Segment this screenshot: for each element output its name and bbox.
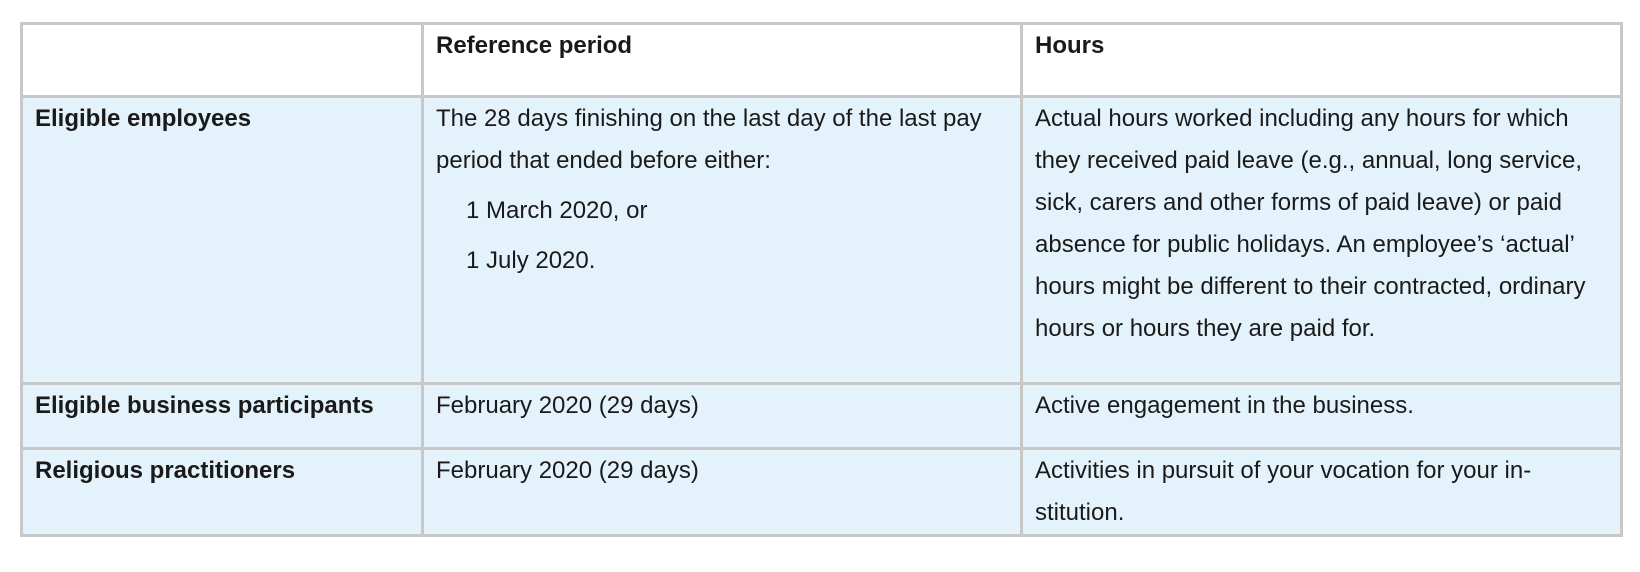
reference-period-option: 1 March 2020, or [466,197,648,224]
reference-period-cell: February 2020 (29 days) [423,449,1022,536]
reference-period-cell [423,97,1022,384]
table-row [22,449,1622,536]
header-row [22,24,1622,97]
hours-cell: Activities in pursuit of your vocation for your in-stitution. [1022,449,1622,536]
reference-period-intro: The 28 days finishing on the last day of the last pay period that ended before either: [436,105,982,174]
row-label-eligible-employees: Eligible employees [22,97,423,384]
hours-cell: Actual hours worked including any hours for which they received paid leave (e.g., annual, long service, sick, carers and other forms of paid leave) or paid absence for public holidays. An employee’s ‘actual’ hours might be different to their contracted, ordinary hours or hours they are paid for. [1022,97,1622,384]
row-label-eligible-business-participants: Eligible business participants [22,384,423,449]
header-hours: Hours [1022,24,1622,97]
hours-cell: Active engagement in the business. [1022,384,1622,449]
row-label-religious-practitioners: Religious practitioners [22,449,423,536]
reference-period-table-container [20,22,1620,537]
reference-period-cell: February 2020 (29 days) [423,384,1022,449]
reference-period-table [20,22,1623,537]
header-empty-cell [22,24,423,97]
header-reference-period: Reference period [423,24,1022,97]
table-row [22,384,1622,449]
table-row [22,97,1622,384]
reference-period-option: 1 July 2020. [466,247,596,274]
